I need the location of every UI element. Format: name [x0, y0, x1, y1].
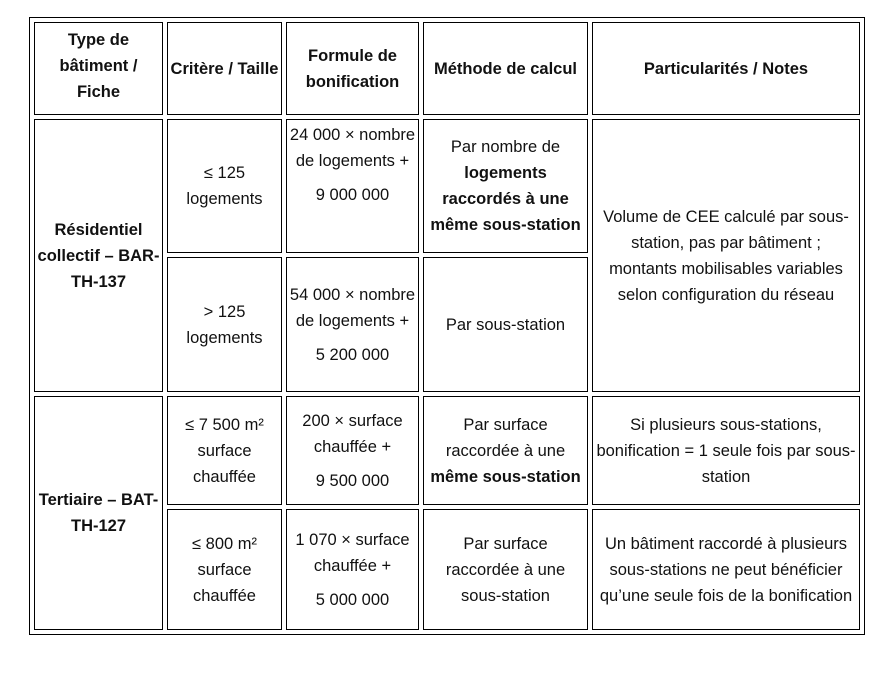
- criterion-cell: ≤ 7 500 m² surface chauffée: [167, 396, 282, 505]
- method-cell: [423, 396, 588, 505]
- header-method: Méthode de calcul: [423, 22, 588, 115]
- table-row: [34, 119, 860, 253]
- formula-text: 54 000 × nombre de logements +: [289, 285, 416, 330]
- criterion-cell: ≤ 800 m² surface chauffée: [167, 509, 282, 630]
- header-criterion: Critère / Taille: [167, 22, 282, 115]
- method-cell: [423, 119, 588, 253]
- header-type: Type de bâtiment / Fiche: [34, 22, 163, 115]
- formula-cell: [286, 509, 419, 630]
- method-text: Par surface raccordée à une: [445, 415, 566, 460]
- formula-text: 1 070 × surface chauffée +: [295, 530, 410, 575]
- formula-cell: [286, 257, 419, 392]
- method-emphasis: logements raccordés à une même sous-station: [430, 164, 581, 234]
- formula-constant: 5 200 000: [315, 345, 390, 364]
- header-notes: Particularités / Notes: [592, 22, 860, 115]
- notes-cell: Si plusieurs sous-stations, bonification = 1 seule fois par sous-station: [592, 396, 860, 505]
- formula-constant: 5 000 000: [315, 590, 390, 609]
- table-row: [34, 396, 860, 505]
- header-row: [34, 22, 860, 115]
- building-type-cell: Résidentiel collectif – BAR-TH-137: [34, 119, 163, 392]
- formula-cell: [286, 396, 419, 505]
- method-cell: Par surface raccordée à une sous-station: [423, 509, 588, 630]
- notes-cell: Un bâtiment raccordé à plusieurs sous-stations ne peut bénéficier qu’une seule fois de la bonification: [592, 509, 860, 630]
- formula-text: 24 000 × nombre de logements +: [289, 126, 416, 170]
- method-cell: Par sous-station: [423, 257, 588, 392]
- formula-constant: 9 000 000: [315, 186, 390, 204]
- criterion-cell: ≤ 125 logements: [167, 119, 282, 253]
- formula-cell: [286, 119, 419, 253]
- method-emphasis: même sous-station: [430, 467, 581, 486]
- header-formula: Formule de bonification: [286, 22, 419, 115]
- criterion-cell: > 125 logements: [167, 257, 282, 392]
- notes-cell: Volume de CEE calculé par sous-station, pas par bâtiment ; montants mobilisables variables selon configuration du réseau: [592, 119, 860, 392]
- formula-text: 200 × surface chauffée +: [302, 411, 403, 456]
- building-type-cell: Tertiaire – BAT-TH-127: [34, 396, 163, 630]
- method-text: Par nombre de: [450, 138, 561, 156]
- formula-constant: 9 500 000: [315, 471, 390, 490]
- bonification-table: [29, 17, 865, 635]
